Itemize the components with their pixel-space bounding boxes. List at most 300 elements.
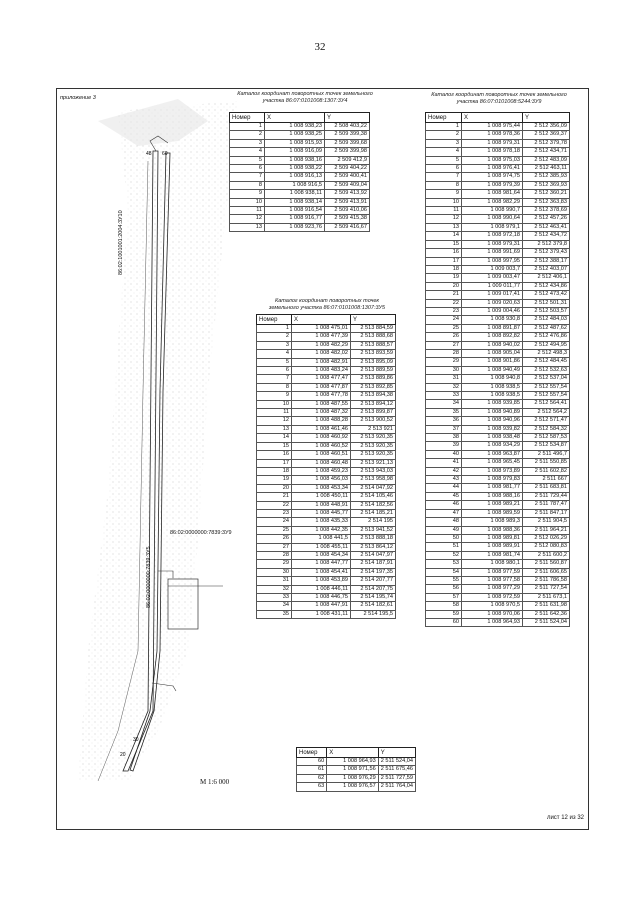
point-number: 33 [257, 594, 292, 602]
col-x: X [462, 113, 523, 123]
point-number: 23 [426, 307, 462, 315]
x-coordinate: 1 008 901,86 [462, 358, 523, 366]
table-row [257, 610, 396, 618]
parcel-label-3u5: 86:02:0000000:7839:3У5 [146, 546, 152, 608]
point-number: 37 [426, 425, 462, 433]
table-row [257, 358, 396, 366]
x-coordinate: 1 008 450,11 [292, 493, 351, 501]
point-number: 47 [426, 509, 462, 517]
table-row [257, 367, 396, 375]
col-x: X [292, 315, 351, 325]
point-number: 3 [426, 139, 462, 147]
y-coordinate: 2 509 415,38 [325, 215, 370, 223]
y-coordinate: 2 512 360,21 [523, 190, 570, 198]
table-row [426, 585, 570, 593]
point-number: 4 [426, 148, 462, 156]
table-row [426, 240, 570, 248]
y-coordinate: 2 514 182,56 [351, 501, 396, 509]
table-row [257, 518, 396, 526]
x-coordinate: 1 008 938,22 [265, 165, 325, 173]
x-coordinate: 1 008 938,5 [462, 392, 523, 400]
table-row [257, 467, 396, 475]
x-coordinate: 1 009 020,63 [462, 299, 523, 307]
table-row [426, 383, 570, 391]
y-coordinate: 2 514 207,75 [351, 585, 396, 593]
y-coordinate: 2 511 560,87 [523, 560, 570, 568]
point-number: 10 [257, 400, 292, 408]
y-coordinate: 2 512 434,71 [523, 148, 570, 156]
point-number: 52 [426, 551, 462, 559]
point-number: 5 [426, 156, 462, 164]
y-coordinate: 2 512 564,41 [523, 400, 570, 408]
y-coordinate: 2 512 501,31 [523, 299, 570, 307]
attachment-label: приложение 3 [60, 95, 96, 101]
svg-text:60: 60 [162, 151, 168, 157]
x-coordinate: 1 008 976,29 [327, 774, 379, 782]
table-row [426, 249, 570, 257]
x-coordinate: 1 008 981,77 [462, 484, 523, 492]
point-number: 8 [426, 181, 462, 189]
x-coordinate: 1 008 979,1 [462, 223, 523, 231]
x-coordinate: 1 008 487,55 [292, 400, 351, 408]
y-coordinate: 2 514 207,77 [351, 577, 396, 585]
coords-table-4 [296, 747, 416, 792]
y-coordinate: 2 514 105,46 [351, 493, 396, 501]
x-coordinate: 1 008 974,75 [462, 173, 523, 181]
x-coordinate: 1 008 979,31 [462, 139, 523, 147]
point-number: 27 [426, 341, 462, 349]
parcel-label-3u10: 86:02:1001001:2004:3У10 [118, 210, 124, 275]
y-coordinate: 2 513 889,59 [351, 367, 396, 375]
point-number: 14 [426, 232, 462, 240]
point-number: 13 [426, 223, 462, 231]
y-coordinate: 2 513 899,87 [351, 409, 396, 417]
point-number: 8 [257, 383, 292, 391]
y-coordinate: 2 511 673,1 [523, 593, 570, 601]
x-coordinate: 1 008 964,93 [327, 758, 379, 766]
x-coordinate: 1 008 487,32 [292, 409, 351, 417]
table-row [230, 215, 370, 223]
y-coordinate: 2 513 920,35 [351, 442, 396, 450]
table-row [426, 610, 570, 618]
table-row [257, 476, 396, 484]
table-row [426, 198, 570, 206]
table-row [426, 408, 570, 416]
col-y: Y [351, 315, 396, 325]
x-coordinate: 1 008 940,02 [462, 341, 523, 349]
point-number: 15 [257, 442, 292, 450]
scale-label: М 1:6 000 [200, 778, 230, 786]
x-coordinate: 1 008 990,7 [462, 207, 523, 215]
x-coordinate: 1 008 988,16 [462, 492, 523, 500]
x-coordinate: 1 008 453,34 [292, 484, 351, 492]
y-coordinate: 2 512 403,07 [523, 265, 570, 273]
table-row [426, 509, 570, 517]
x-coordinate: 1 008 979,31 [462, 240, 523, 248]
table-row [230, 223, 370, 231]
point-number: 13 [230, 223, 265, 231]
x-coordinate: 1 008 940,96 [462, 417, 523, 425]
x-coordinate: 1 008 977,58 [462, 576, 523, 584]
x-coordinate: 1 008 978,36 [462, 131, 523, 139]
table-row [426, 131, 570, 139]
point-number: 2 [230, 131, 265, 139]
x-coordinate: 1 008 477,87 [292, 383, 351, 391]
table-row [426, 139, 570, 147]
x-coordinate: 1 008 976,41 [462, 165, 523, 173]
table-row [426, 333, 570, 341]
y-coordinate: 2 512 385,93 [523, 173, 570, 181]
col-y: Y [523, 113, 570, 123]
x-coordinate: 1 008 477,78 [292, 392, 351, 400]
point-number: 60 [297, 758, 327, 766]
point-number: 1 [257, 325, 292, 333]
y-coordinate: 2 513 921 [351, 425, 396, 433]
y-coordinate: 2 514 187,91 [351, 560, 396, 568]
table-row [230, 156, 370, 164]
point-number: 51 [426, 543, 462, 551]
table-row [257, 392, 396, 400]
point-number: 12 [257, 417, 292, 425]
table-row [426, 442, 570, 450]
x-coordinate: 1 008 460,52 [292, 442, 351, 450]
table-row [426, 593, 570, 601]
x-coordinate: 1 008 915,93 [265, 139, 325, 147]
table-row [426, 576, 570, 584]
y-coordinate: 2 509 399,98 [325, 148, 370, 156]
table-row [426, 316, 570, 324]
table-row [257, 325, 396, 333]
table-row [257, 350, 396, 358]
y-coordinate: 2 509 399,68 [325, 139, 370, 147]
x-coordinate: 1 008 431,11 [292, 610, 351, 618]
y-coordinate: 2 513 900,52 [351, 417, 396, 425]
point-number: 17 [426, 257, 462, 265]
point-number: 27 [257, 543, 292, 551]
y-coordinate: 2 512 534,87 [523, 442, 570, 450]
table-row [257, 409, 396, 417]
point-number: 32 [426, 383, 462, 391]
point-number: 29 [257, 560, 292, 568]
x-coordinate: 1 008 938,48 [462, 434, 523, 442]
cadastral-map [58, 91, 248, 791]
point-number: 10 [426, 198, 462, 206]
table-row [426, 257, 570, 265]
y-coordinate: 2 512 434,86 [523, 282, 570, 290]
x-coordinate: 1 008 979,83 [462, 476, 523, 484]
table-row [426, 568, 570, 576]
table-row [426, 324, 570, 332]
table-row [426, 492, 570, 500]
table-row [426, 618, 570, 626]
x-coordinate: 1 008 972,59 [462, 593, 523, 601]
y-coordinate: 2 512 369,93 [523, 181, 570, 189]
point-number: 13 [257, 425, 292, 433]
table-row [426, 534, 570, 542]
point-number: 22 [426, 299, 462, 307]
x-coordinate: 1 008 971,56 [327, 766, 379, 774]
x-coordinate: 1 008 975,44 [462, 123, 523, 131]
x-coordinate: 1 008 905,04 [462, 349, 523, 357]
svg-text:20: 20 [120, 752, 126, 758]
table-row [426, 417, 570, 425]
point-number: 22 [257, 501, 292, 509]
x-coordinate: 1 008 938,5 [462, 383, 523, 391]
y-coordinate: 2 509 400,41 [325, 173, 370, 181]
x-coordinate: 1 008 916,13 [265, 173, 325, 181]
table3-caption: Каталог координат поворотных точек земельного участка 86:07:0101008:5244:3У9 [431, 92, 567, 105]
table-row [230, 190, 370, 198]
point-number: 41 [426, 459, 462, 467]
point-number: 11 [426, 207, 462, 215]
table-row [426, 156, 570, 164]
y-coordinate: 2 512 379,78 [523, 139, 570, 147]
x-coordinate: 1 008 976,57 [327, 783, 379, 791]
x-coordinate: 1 008 923,76 [265, 223, 325, 231]
x-coordinate: 1 008 892,82 [462, 333, 523, 341]
table-row [426, 299, 570, 307]
table-row [257, 400, 396, 408]
y-coordinate: 2 509 416,67 [325, 223, 370, 231]
point-number: 11 [230, 207, 265, 215]
point-number: 43 [426, 476, 462, 484]
y-coordinate: 2 512 557,54 [523, 383, 570, 391]
table-row [257, 459, 396, 467]
table-row [426, 467, 570, 475]
y-coordinate: 2 512 434,72 [523, 232, 570, 240]
x-coordinate: 1 008 965,45 [462, 459, 523, 467]
table-row [426, 425, 570, 433]
x-coordinate: 1 008 977,59 [462, 568, 523, 576]
x-coordinate: 1 008 964,93 [462, 618, 523, 626]
point-number: 4 [257, 350, 292, 358]
point-number: 57 [426, 593, 462, 601]
y-coordinate: 2 511 729,44 [523, 492, 570, 500]
x-coordinate: 1 008 441,5 [292, 535, 351, 543]
y-coordinate: 2 512 406,1 [523, 274, 570, 282]
table-row [426, 434, 570, 442]
x-coordinate: 1 008 446,11 [292, 585, 351, 593]
parcel-label-3u9: 86:02:0000000:7839:3У9 [170, 530, 232, 536]
point-number: 25 [257, 526, 292, 534]
x-coordinate: 1 009 011,77 [462, 282, 523, 290]
point-number: 33 [426, 392, 462, 400]
point-number: 12 [426, 215, 462, 223]
point-number: 20 [426, 282, 462, 290]
point-number: 39 [426, 442, 462, 450]
y-coordinate: 2 512 498,3 [523, 349, 570, 357]
x-coordinate: 1 008 461,46 [292, 425, 351, 433]
x-coordinate: 1 008 991,69 [462, 249, 523, 257]
table-row [297, 774, 416, 782]
x-coordinate: 1 008 940,89 [462, 408, 523, 416]
point-number: 21 [426, 291, 462, 299]
y-coordinate: 2 512 476,86 [523, 333, 570, 341]
y-coordinate: 2 514 047,97 [351, 551, 396, 559]
x-coordinate: 1 008 963,87 [462, 450, 523, 458]
table-row [426, 223, 570, 231]
point-number: 62 [297, 774, 327, 782]
point-number: 10 [230, 198, 265, 206]
y-coordinate: 2 512 463,41 [523, 223, 570, 231]
table-row [257, 509, 396, 517]
y-coordinate: 2 512 379,43 [523, 249, 570, 257]
table1-caption: Каталог координат поворотных точек земельного участка 86:07:0101008:1307:3У4 [237, 91, 373, 104]
table-row [257, 526, 396, 534]
x-coordinate: 1 009 017,41 [462, 291, 523, 299]
table-row [257, 333, 396, 341]
point-number: 26 [257, 535, 292, 543]
point-number: 2 [426, 131, 462, 139]
x-coordinate: 1 008 978,18 [462, 148, 523, 156]
table-row [426, 173, 570, 181]
point-number: 40 [426, 450, 462, 458]
table-row [426, 307, 570, 315]
x-coordinate: 1 008 482,29 [292, 341, 351, 349]
point-number: 30 [426, 366, 462, 374]
y-coordinate: 2 513 889,86 [351, 375, 396, 383]
table-row [426, 459, 570, 467]
x-coordinate: 1 009 003,7 [462, 265, 523, 273]
x-coordinate: 1 008 482,02 [292, 350, 351, 358]
table-row [257, 425, 396, 433]
x-coordinate: 1 008 448,91 [292, 501, 351, 509]
y-coordinate: 2 514 195,5 [351, 610, 396, 618]
point-number: 7 [426, 173, 462, 181]
table-row [426, 165, 570, 173]
x-coordinate: 1 008 891,87 [462, 324, 523, 332]
point-number: 34 [257, 602, 292, 610]
point-number: 1 [426, 123, 462, 131]
table-row [426, 282, 570, 290]
y-coordinate: 2 512 537,04 [523, 375, 570, 383]
y-coordinate: 2 511 904,5 [523, 518, 570, 526]
table-row [230, 173, 370, 181]
table-row [230, 165, 370, 173]
point-number: 38 [426, 434, 462, 442]
x-coordinate: 1 008 989,91 [462, 543, 523, 551]
x-coordinate: 1 008 982,29 [462, 198, 523, 206]
point-number: 18 [426, 265, 462, 273]
point-number: 56 [426, 585, 462, 593]
x-coordinate: 1 008 938,23 [265, 123, 325, 131]
x-coordinate: 1 008 981,74 [462, 551, 523, 559]
y-coordinate: 2 511 964,21 [523, 526, 570, 534]
point-number: 2 [257, 333, 292, 341]
table-row [230, 123, 370, 131]
y-coordinate: 2 514 197,35 [351, 568, 396, 576]
table-row [426, 400, 570, 408]
point-number: 49 [426, 526, 462, 534]
y-coordinate: 2 513 888,18 [351, 535, 396, 543]
point-number: 12 [230, 215, 265, 223]
y-coordinate: 2 509 404,22 [325, 165, 370, 173]
col-num: Номер [297, 748, 327, 758]
y-coordinate: 2 512 356,09 [523, 123, 570, 131]
y-coordinate: 2 512 564,2 [523, 408, 570, 416]
table-row [426, 450, 570, 458]
x-coordinate: 1 008 445,77 [292, 509, 351, 517]
y-coordinate: 2 509 413,92 [325, 190, 370, 198]
table-row [426, 190, 570, 198]
table-row [426, 366, 570, 374]
point-number: 35 [257, 610, 292, 618]
coords-table-2 [256, 314, 396, 619]
y-coordinate: 2 513 892,85 [351, 383, 396, 391]
table-row [297, 766, 416, 774]
y-coordinate: 2 511 496,7 [523, 450, 570, 458]
point-number: 9 [257, 392, 292, 400]
table-row [426, 349, 570, 357]
table-row [257, 383, 396, 391]
point-number: 31 [426, 375, 462, 383]
col-num: Номер [230, 113, 265, 123]
col-x: X [265, 113, 325, 123]
point-number: 6 [257, 367, 292, 375]
point-number: 28 [257, 551, 292, 559]
col-num: Номер [426, 113, 462, 123]
point-number: 59 [426, 610, 462, 618]
table-row [257, 602, 396, 610]
y-coordinate: 2 514 185,21 [351, 509, 396, 517]
table-row [426, 207, 570, 215]
y-coordinate: 2 512 571,47 [523, 417, 570, 425]
y-coordinate: 2 511 727,59 [378, 774, 415, 782]
y-coordinate: 2 514 047,92 [351, 484, 396, 492]
point-number: 16 [257, 451, 292, 459]
point-number: 11 [257, 409, 292, 417]
y-coordinate: 2 513 864,12 [351, 543, 396, 551]
point-number: 21 [257, 493, 292, 501]
x-coordinate: 1 008 477,47 [292, 375, 351, 383]
y-coordinate: 2 512 557,54 [523, 392, 570, 400]
y-coordinate: 2 509 410,06 [325, 207, 370, 215]
point-number: 32 [257, 585, 292, 593]
x-coordinate: 1 008 483,24 [292, 367, 351, 375]
point-number: 3 [230, 139, 265, 147]
table-row [426, 181, 570, 189]
table-row [426, 148, 570, 156]
table-row [426, 291, 570, 299]
point-number: 24 [257, 518, 292, 526]
table-row [257, 560, 396, 568]
y-coordinate: 2 511 675,46 [378, 766, 415, 774]
x-coordinate: 1 008 972,18 [462, 232, 523, 240]
col-y: Y [378, 748, 415, 758]
x-coordinate: 1 008 938,25 [265, 131, 325, 139]
y-coordinate: 2 512 026,29 [523, 534, 570, 542]
point-number: 23 [257, 509, 292, 517]
y-coordinate: 2 511 524,04 [378, 758, 415, 766]
y-coordinate: 2 513 884,59 [351, 325, 396, 333]
table-row [230, 181, 370, 189]
point-number: 63 [297, 783, 327, 791]
point-number: 6 [426, 165, 462, 173]
table-row [297, 758, 416, 766]
y-coordinate: 2 511 606,65 [523, 568, 570, 576]
table-row [257, 594, 396, 602]
x-coordinate: 1 008 916,54 [265, 207, 325, 215]
x-coordinate: 1 008 446,75 [292, 594, 351, 602]
y-coordinate: 2 514 195 [351, 518, 396, 526]
y-coordinate: 2 511 642,36 [523, 610, 570, 618]
y-coordinate: 2 512 484,45 [523, 358, 570, 366]
y-coordinate: 2 511 667 [523, 476, 570, 484]
point-number: 44 [426, 484, 462, 492]
table-row [230, 139, 370, 147]
y-coordinate: 2 512 584,32 [523, 425, 570, 433]
x-coordinate: 1 008 460,51 [292, 451, 351, 459]
